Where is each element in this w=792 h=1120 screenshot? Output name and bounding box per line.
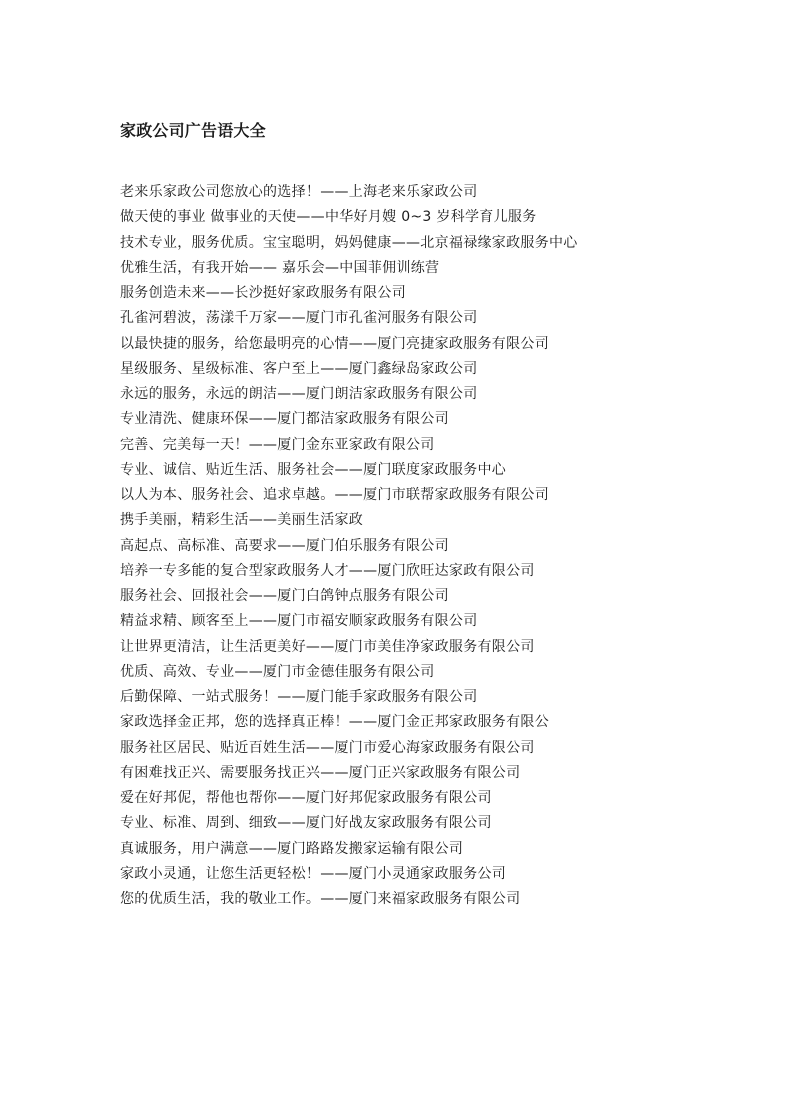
slogan-line: 真诚服务，用户满意——厦门路路发搬家运输有限公司 [120,840,464,857]
slogan-line: 培养一专多能的复合型家政服务人才——厦门欣旺达家政有限公司 [120,562,535,579]
slogan-line: 技术专业，服务优质。宝宝聪明，妈妈健康——北京福禄缘家政服务中心 [120,234,578,251]
slogan-line: 以人为本、服务社会、追求卓越。——厦门市联帮家政服务有限公司 [120,487,549,503]
slogan-line: 以最快捷的服务，给您最明亮的心情——厦门亮捷家政服务有限公司 [120,335,549,352]
slogan-line: 爱在好邦伲，帮他也帮你——厦门好邦伲家政服务有限公司 [120,790,492,806]
slogan-line: 您的优质生活，我的敬业工作。——厦门来福家政服务有限公司 [120,891,521,907]
slogan-line: 服务社区居民、贴近百姓生活——厦门市爱心海家政服务有限公司 [120,739,535,756]
slogan-line: 精益求精、顾客至上——厦门市福安顺家政服务有限公司 [120,613,478,630]
slogan-line: 后勤保障、一站式服务！——厦门能手家政服务有限公司 [120,689,478,705]
slogan-line: 家政选择金正邦，您的选择真正棒！——厦门金正邦家政服务有限公 [120,714,549,731]
slogan-line: 优雅生活，有我开始—— 嘉乐会—中国菲佣训练营 [120,259,440,276]
slogan-line: 老来乐家政公司您放心的选择！——上海老来乐家政公司 [120,184,478,200]
slogan-line: 服务社会、回报社会——厦门白鸽钟点服务有限公司 [120,588,449,604]
slogan-line: 完善、完美每一天！——厦门金东亚家政有限公司 [120,436,435,453]
slogan-line: 优质、高效、专业——厦门市金德佳服务有限公司 [120,663,435,680]
slogan-line: 有困难找正兴、需要服务找正兴——厦门正兴家政服务有限公司 [120,764,521,781]
slogan-line: 家政小灵通，让您生活更轻松！——厦门小灵通家政服务公司 [120,865,507,882]
slogan-line: 服务创造未来——长沙挺好家政服务有限公司 [120,285,406,301]
document-title: 家政公司广告语大全 [120,121,266,140]
slogan-line: 星级服务、星级标准、客户至上——厦门鑫绿岛家政公司 [120,360,478,377]
slogan-line: 孔雀河碧波，荡漾千万家——厦门市孔雀河服务有限公司 [120,310,478,327]
slogan-list [120,180,760,912]
slogan-line: 永远的服务，永远的朗洁——厦门朗洁家政服务有限公司 [120,386,478,402]
slogan-line: 高起点、高标准、高要求——厦门伯乐服务有限公司 [120,537,449,554]
slogan-line: 专业清洗、健康环保——厦门都洁家政服务有限公司 [120,411,449,428]
slogan-line: 携手美丽，精彩生活——美丽生活家政 [120,512,364,529]
slogan-line: 专业、标准、周到、细致——厦门好战友家政服务有限公司 [120,815,492,832]
slogan-line: 让世界更清洁，让生活更美好——厦门市美佳净家政服务有限公司 [120,638,535,655]
slogan-line: 做天使的事业 做事业的天使——中华好月嫂 0~3 岁科学育儿服务 [120,209,537,226]
slogan-line: 专业、诚信、贴近生活、服务社会——厦门联度家政服务中心 [120,461,507,478]
